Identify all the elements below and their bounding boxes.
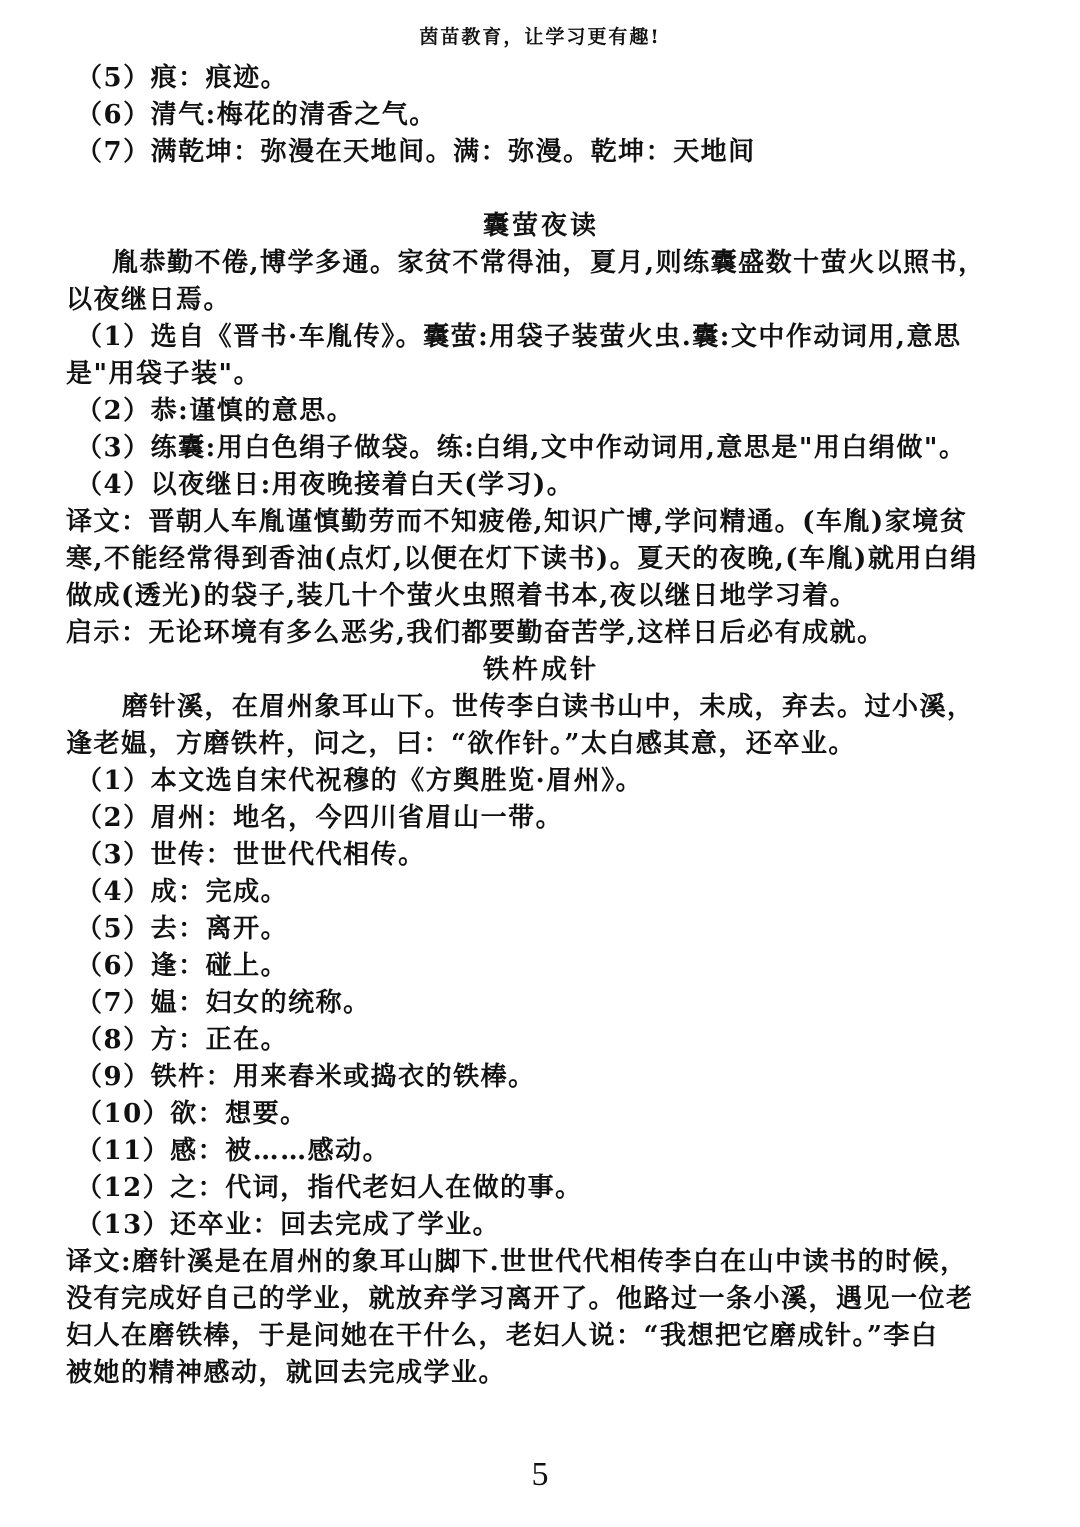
note-line: （4）成：完成。 [76,877,289,907]
translation-line: 妇人在磨铁棒，于是问她在干什么，老妇人说：“我想把它磨成针。”李白 [66,1321,939,1351]
classical-text-line: 以夜继日焉。 [66,285,232,315]
translation-line: 被她的精神感动，就回去完成学业。 [66,1358,507,1388]
section-title: 铁杵成针 [482,655,599,685]
classical-text-line: 逢老媪，方磨铁杵，问之，曰：“欲作针。”太白感其意，还卒业。 [66,729,856,759]
note-line: 是"用袋子装"。 [66,359,262,389]
classical-text-line: 磨针溪，在眉州象耳山下。世传李白读书山中，未成，弃去。过小溪， [122,692,975,722]
classical-text-line: 胤恭勤不倦,博学多通。家贫不常得油，夏月,则练囊盛数十萤火以照书， [112,248,986,278]
translation-line: 没有完成好自己的学业，就放弃学习离开了。他路过一条小溪，遇见一位老 [66,1284,974,1314]
note-line: （13）还卒业：回去完成了学业。 [76,1210,501,1240]
note-line: （3）练囊:用白色绢子做袋。练:白绢,文中作动词用,意思是"用白绢做"。 [76,433,967,463]
note-line: （4）以夜继日:用夜晚接着白天(学习)。 [76,470,575,500]
note-line: （5）去：离开。 [76,914,289,944]
translation-line: 译文:磨针溪是在眉州的象耳山脚下.世世代代相传李白在山中读书的时候， [66,1247,968,1277]
note-line: （2）眉州：地名，今四川省眉山一带。 [76,803,564,833]
note-line: （11）感：被……感动。 [76,1136,391,1166]
note-line: （8）方：正在。 [76,1025,289,1055]
note-line: （6）清气:梅花的清香之气。 [76,100,437,130]
note-line: （5）痕：痕迹。 [76,63,289,93]
note-line: （6）逢：碰上。 [76,951,289,981]
translation-line: 寒,不能经常得到香油(点灯,以便在灯下读书)。夏天的夜晚,(车胤)就用白绢 [66,544,978,574]
translation-line: 做成(透光)的袋子,装几十个萤火虫照着书本,夜以继日地学习着。 [66,581,858,611]
page-number: 5 [531,1456,549,1493]
note-line: （12）之：代词，指代老妇人在做的事。 [76,1173,583,1203]
note-line: （7）媪：妇女的统称。 [76,988,371,1018]
page-content [66,60,1016,1392]
page-header: 茵苗教育，让学习更有趣! [419,26,661,48]
translation-line: 译文：晋朝人车胤谨慎勤劳而不知疲倦,知识广博,学问精通。(车胤)家境贫 [66,507,968,537]
note-line: （9）铁杵：用来舂米或捣衣的铁棒。 [76,1062,536,1092]
note-line: （1）本文选自宋代祝穆的《方舆胜览·眉州》。 [76,766,644,796]
note-line: （2）恭:谨慎的意思。 [76,396,355,426]
section-title: 囊萤夜读 [482,211,599,241]
note-line: （7）满乾坤：弥漫在天地间。满：弥漫。乾坤：天地间 [76,137,756,167]
note-line: （10）欲：想要。 [76,1099,308,1129]
moral-line: 启示：无论环境有多么恶劣,我们都要勤奋苦学,这样日后必有成就。 [66,618,885,648]
note-line: （1）选自《晋书·车胤传》。囊萤:用袋子装萤火虫.囊:文中作动词用,意思 [76,322,962,352]
note-line: （3）世传：世世代代相传。 [76,840,426,870]
